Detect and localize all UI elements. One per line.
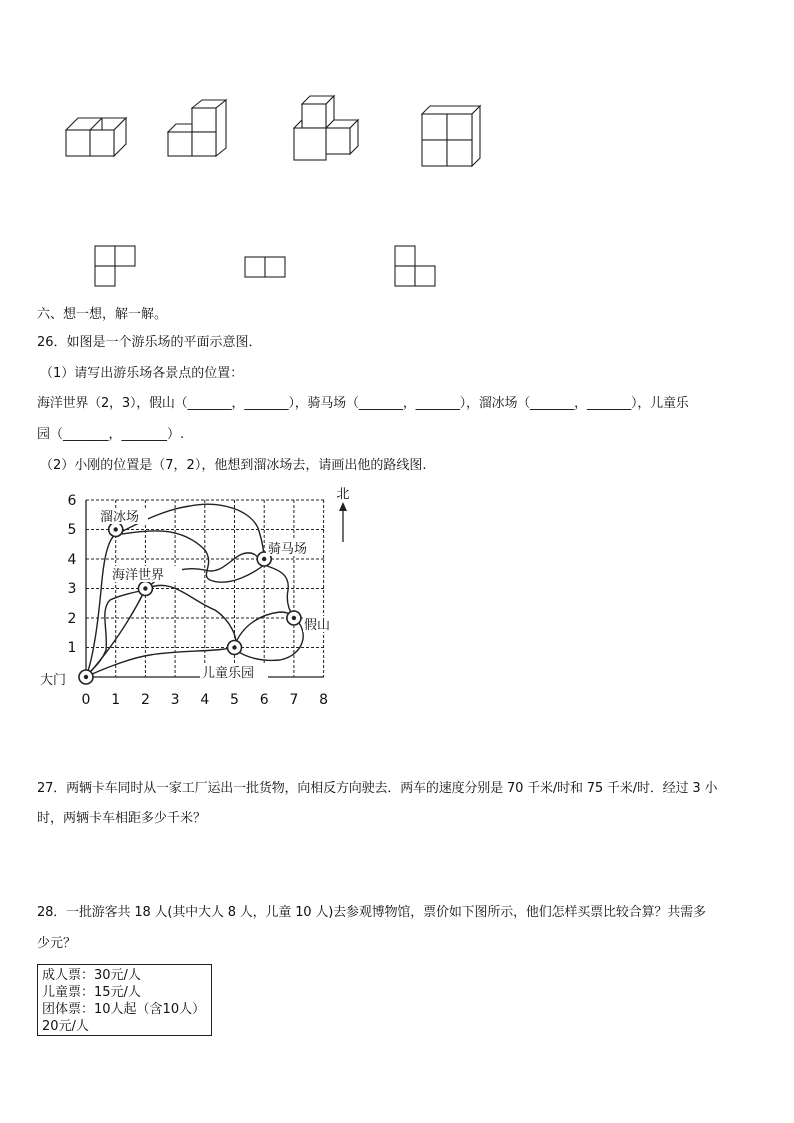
x-tick: 6 xyxy=(259,692,269,708)
y-tick: 6 xyxy=(67,493,77,509)
group-ticket-rule: 团体票：10人起（含10人） xyxy=(42,1002,206,1017)
group-ticket-price: 20元/人 xyxy=(42,1019,89,1034)
ticket-price-box xyxy=(37,964,212,1036)
x-tick: 0 xyxy=(81,692,91,708)
cube-figure-2 xyxy=(162,98,232,162)
label-kids-park: 儿童乐园 xyxy=(202,666,255,681)
x-tick: 3 xyxy=(170,692,180,708)
view-figure-2 xyxy=(244,256,286,278)
q26-line2: 园（_______，_______）. xyxy=(37,427,185,442)
view-figure-3 xyxy=(394,245,436,287)
y-tick: 3 xyxy=(67,581,77,597)
section-heading: 六、想一想，解一解。 xyxy=(37,307,168,322)
x-tick: 1 xyxy=(111,692,121,708)
q26-intro: 26．如图是一个游乐场的平面示意图． xyxy=(37,335,262,350)
label-ocean-world: 海洋世界 xyxy=(112,568,165,583)
y-tick: 2 xyxy=(67,611,77,627)
cube-figure-3 xyxy=(288,92,364,164)
label-gate: 大门 xyxy=(40,673,67,688)
q26-line1: 海洋世界（2，3），假山（_______，_______），骑马场（_______，_______），溜冰场（_______，_______），儿童乐 xyxy=(37,396,689,411)
x-tick: 5 xyxy=(230,692,239,708)
label-horse-ranch: 骑马场 xyxy=(268,542,308,557)
x-tick: 2 xyxy=(140,692,150,708)
x-tick: 7 xyxy=(289,692,299,708)
q27-line2: 时，两辆卡车相距多少千米？ xyxy=(37,811,207,826)
x-tick: 4 xyxy=(200,692,210,708)
q27-line1: 27．两辆卡车同时从一家工厂运出一批货物，向相反方向驶去．两车的速度分别是 70 千米/时和 75 千米/时．经过 3 小 xyxy=(37,781,718,796)
q26-part1: （1）请写出游乐场各景点的位置： xyxy=(40,366,244,381)
adult-ticket-price: 成人票：30元/人 xyxy=(42,968,141,983)
label-rockery: 假山 xyxy=(304,618,331,633)
y-tick: 1 xyxy=(67,640,77,656)
cube-figure-4 xyxy=(418,102,488,172)
q26-part2: （2）小刚的位置是（7，2），他想到溜冰场去，请画出他的路线图. xyxy=(40,458,427,473)
q28-line1: 28．一批游客共 18 人(其中大人 8 人，儿童 10 人)去参观博物馆，票价如下图所示，他们怎样买票比较合算？共需多 xyxy=(37,905,706,920)
cube-figure-1 xyxy=(60,112,130,162)
y-tick: 4 xyxy=(67,552,77,568)
view-figure-1 xyxy=(94,245,136,287)
label-skating-rink: 溜冰场 xyxy=(100,510,140,525)
amusement-park-map xyxy=(30,480,360,710)
child-ticket-price: 儿童票：15元/人 xyxy=(42,985,141,1000)
x-tick: 8 xyxy=(319,692,329,708)
north-label: 北 xyxy=(336,487,350,502)
y-tick: 5 xyxy=(67,522,77,538)
q28-line2: 少元？ xyxy=(37,936,77,951)
